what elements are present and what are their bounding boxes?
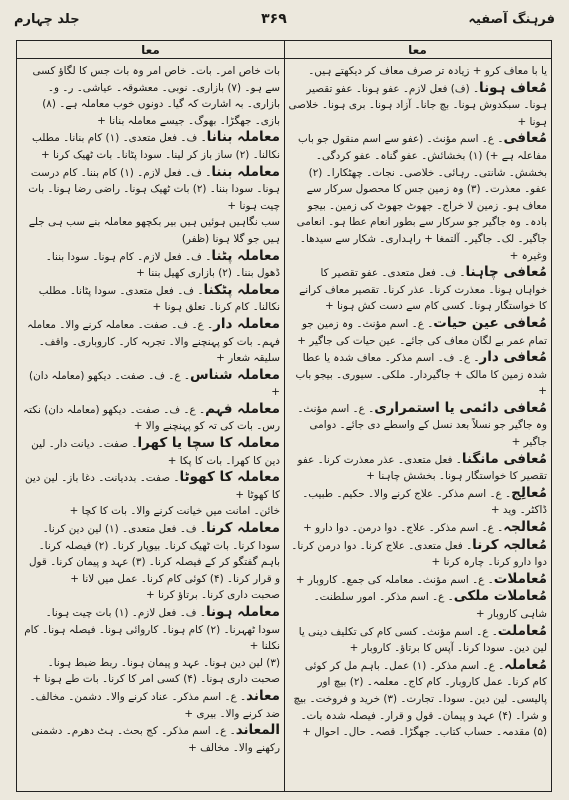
entry-headword: معاملہ کا سچا یا کھرا (137, 435, 280, 452)
entry-definition: سب نگاہیں ہوئیں ہیں بیر بکچھو معاملہ بنے سب ہی جلے ہیں جو گلا ہونا (ظفر) (28, 216, 280, 245)
entry-headword: معاملہ پٹنا (211, 247, 280, 264)
left-column-heading: معا (17, 41, 284, 59)
entry-headword: معاملہ بنانا (206, 129, 280, 146)
dictionary-entry (21, 469, 280, 503)
dictionary-entry (21, 282, 280, 316)
entry-headword: معاملہ پٹکنا (203, 281, 280, 298)
entry-headword: مُعاملات (493, 570, 547, 587)
entry-headword: مُعاملہ (504, 656, 547, 673)
entry-headword: معاملہ فہم (205, 400, 280, 417)
book-title: فرہنگ آصفیہ (468, 11, 555, 27)
dictionary-entry (288, 519, 547, 537)
volume-label: جلد چہارم (14, 11, 80, 27)
dictionary-entry (21, 63, 280, 129)
entry-definition: ۔ صفت۔ بددیانت۔ دغا باز۔ لین دین کا کھوٹا + (24, 472, 280, 501)
entry-definition: ۔ ع۔ ف۔ صفت۔ دیکھو (معاملہ دان) + (29, 369, 280, 399)
entry-headword: المعاند (235, 722, 280, 739)
dictionary-entry (288, 537, 547, 571)
entry-definition: ۔ ع۔ ف۔ اسم مذکر۔ معاف شدہ یا عطا شدہ زمین کا مالک + جاگیردار۔ ملکی۔ سیوری۔ بیجو باب + (295, 352, 547, 398)
entry-definition: ۔ ع۔ اسم مذکر۔ امور سلطنت۔ شاہی کاروبار + (313, 591, 547, 620)
entry-definition: ۔ ع۔ اسم مؤنث۔ کسی کام کی تکلیف دینی یا لین دین۔ سودا کرنا۔ آپس کا برتاؤ۔ کاروبار + (298, 625, 547, 655)
dictionary-entry (21, 604, 280, 655)
entry-headword: معاملہ کا کھوٹا (179, 469, 280, 486)
entry-headword: معاملہ دار (213, 315, 280, 332)
entry-headword: مُعافی دائمی یا استمراری (374, 399, 547, 416)
entry-definition: ۔ فعل متعدی۔ عذر معذرت کرنا۔ عفو تقصیر کا خواستگار ہونا۔ بخشش چاہنا + (297, 453, 547, 483)
entry-definition: ۔ ف۔ فعل متعدی۔ عفو تقصیر کا خواہاں ہونا۔ معذرت کرنا۔ عذر کرنا۔ تقصیر معاف کرانے کا خواستگار ہونا۔ کسی کام سے دست کش ہونا + (299, 267, 547, 313)
entry-definition: ۔ ع۔ اسم مذکر۔ علاج۔ دوا درمن۔ دوا دارو + (303, 522, 504, 535)
dictionary-entry (21, 722, 280, 756)
page-number: ۳۶۹ (261, 11, 287, 27)
entry-headword: مُعاف ہونا (479, 79, 547, 96)
dictionary-entry (21, 367, 280, 401)
two-column-frame (16, 40, 552, 792)
entry-definition: ۔ صفت۔ دیانت دار۔ لین دین کا کھرا۔ بات کا پکا + (31, 438, 280, 467)
dictionary-entry (21, 129, 280, 163)
dictionary-entry (21, 520, 280, 587)
entry-definition: ۔ ع۔ اسم مذکر۔ کج بحث۔ ہٹ دھرم۔ دشمنی رکھنے والا۔ مخالف + (31, 725, 280, 754)
entry-headword: معاملہ بننا (211, 163, 280, 180)
entry-definition: ۔ ف۔ فعل متعدی۔ (۱) کام بنانا۔ مطلب نکالنا۔ (۲) ساز باز کر لینا۔ سودا پٹانا۔ بات ٹھیک کرنا + (32, 132, 280, 161)
dictionary-entry (21, 587, 280, 604)
right-column-heading: معا (284, 41, 551, 59)
entry-headword: مُعافی عین حیات (433, 314, 547, 331)
column-divider (284, 41, 285, 791)
dictionary-entry (288, 485, 547, 519)
entry-headword: مُعافی (503, 130, 547, 147)
entry-headword: مُعاملات ملکی (453, 588, 547, 605)
dictionary-entry (288, 657, 547, 741)
dictionary-entry (288, 349, 547, 400)
entry-definition: ۔ (ف) فعل لازم۔ عفو ہونا۔ عفو تقصیر ہونا۔ سبکدوش ہونا۔ بچ جانا۔ آزاد ہونا۔ بری ہونا۔ خلاصی ہونا + (288, 82, 547, 128)
entry-definition: ۔ ع۔ ف۔ صفت۔ معاملہ کرنے والا۔ معاملہ فہم۔ بات کو پہنچنے والا۔ تجربہ کار۔ کاروباری۔ واقف۔ سلیقہ شعار + (27, 318, 280, 365)
entry-headword: معاملہ شناس (189, 366, 280, 383)
dictionary-entry (21, 401, 280, 435)
entry-definition: ۔ ع۔ اسم مذکر۔ عناد کرنے والا۔ دشمن۔ مخالف۔ ضد کرنے والا۔ بیری + (29, 690, 280, 720)
left-column (21, 63, 280, 785)
entry-headword: مُعاملت (497, 622, 547, 639)
dictionary-entry (21, 435, 280, 469)
dictionary-entry (288, 130, 547, 264)
entry-definition: ۔ ع۔ اسم مذکر۔ (۱) عمل۔ باہم مل کر کوئی کام کرنا۔ عمل کاروبار۔ کام کاج۔ معلمہ۔ (۲) بیچ اور پالیسی۔ لین دین۔ سودا۔ تجارت۔ (۳) خرید و فروخت۔ بیچ و شرا۔ (۴) عہد و پیمان۔ قول و قرار۔ فیصلہ شدہ بات۔ (۵) مقدمہ۔ حساب کتاب۔ جھگڑا۔ قصہ۔ حال۔ احوال + (293, 659, 547, 739)
dictionary-entry (288, 571, 547, 589)
entry-headword: مُعافی مانگنا (461, 450, 547, 467)
entry-definition: ۔ فعل متعدی۔ علاج کرنا۔ دوا درمن کرنا۔ دوا دارو کرنا۔ چارہ کرنا + (291, 539, 547, 569)
entry-definition: صحبت داری کرنا۔ برتاؤ کرنا + (145, 589, 280, 602)
entry-headword: مُعالِج (511, 484, 547, 501)
dictionary-entry (21, 503, 280, 520)
dictionary-entry (288, 63, 547, 80)
entry-headword: معاملہ کرنا (206, 520, 280, 537)
dictionary-entry (288, 451, 547, 485)
dictionary-entry (288, 623, 547, 657)
entry-definition: ۔ ع۔ اسم مذکر۔ علاج کرنے والا۔ حکیم۔ طبیب۔ ڈاکٹر۔ وید + (302, 487, 547, 517)
dictionary-entry (21, 164, 280, 215)
dictionary-entry (288, 400, 547, 451)
entry-headword: مُعافی چاہنا (465, 264, 547, 281)
entry-definition: بات خاص امر۔ بات۔ خاص امر وہ بات جس کا لگاؤ کسی سے ہو۔ (۷) بازاری۔ نوبی۔ معشوقہ۔ عیاشی۔ ر۔ و۔ بازاری۔ بہ اشارت کہ گیا۔ دونوں خوب معاملہ ہے۔ (۸) بازی۔ جھگڑا۔ بھوگ۔ جیسے معاملہ بنانا + (32, 65, 280, 127)
entry-definition: ۔ ع۔ ف۔ صفت۔ دیکھو (معاملہ دان) نکتہ رس۔ بات کی تہ کو پہنچنے والا + (23, 403, 280, 433)
dictionary-entry (21, 655, 280, 688)
entry-definition: ۔ ف۔ فعل لازم۔ کام ہونا۔ سودا بننا۔ ڈھول بننا۔ (۲) بازاری کھیل بننا + (45, 250, 280, 280)
entry-definition: (۳) لین دین ہونا۔ عہد و پیمان ہونا۔ ربط ضبط ہونا۔ صحبت داری ہونا۔ (۴) کسی امر کا کرنا۔ بات طے ہونا + (32, 656, 280, 686)
entry-definition: خائن۔ امانت میں خیانت کرنے والا۔ بات کا کچا + (69, 505, 280, 518)
dictionary-entry (288, 588, 547, 622)
dictionary-entry (288, 315, 547, 349)
entry-headword: مُعافی دار (479, 349, 547, 366)
entry-headword: معاملہ ہونا (205, 604, 280, 620)
entry-definition: ۔ ع۔ اسم مؤنث۔ وہ زمین جو تمام عمر بے لگان معاف کی جائے۔ عین حیات کی جاگیر + (297, 317, 547, 347)
entry-definition: ۔ ف۔ فعل لازم۔ (۱) بات چیت ہونا۔ سودا ٹھہرنا۔ (۲) کام ہونا۔ کاروائی ہونا۔ فیصلہ ہونا۔ کام نکلنا + (24, 607, 280, 653)
dictionary-entry (21, 214, 280, 247)
dictionary-entry (288, 80, 547, 131)
right-column (288, 63, 547, 785)
entry-definition: ۔ ف۔ فعل متعدی۔ سودا پٹانا۔ مطلب نکالنا۔ کام کرنا۔ تعلق ہونا + (38, 284, 280, 314)
dictionary-entry (288, 264, 547, 315)
dictionary-entry (21, 688, 280, 722)
dictionary-entry (21, 248, 280, 282)
entry-definition: ۔ ع۔ اسم مؤنث۔ (عفو سے اسم منقول جو باب مفاعلہ ہے +) (۱) بخشائش۔ عفو گناہ۔ عفو کردگی۔ بخشش۔ شانتی۔ رہائی۔ خلاصی۔ نجات۔ چھٹکارا۔ (۲) عفو۔ معذرت۔ (۳) وہ زمین جس کا محصول سرکار سے معاف ہو۔ زمین لا خراج۔ جھوٹ جھوٹ کی زمین۔ بیجو بادہ۔ وہ جاگیر جو سرکار سے بطور انعام عطا ہو۔ انعامی جاگیر۔ لک۔ جاگیر۔ آلتمغا + راہداری۔ شکار سے سیدھا۔ وغیرہ + (296, 133, 547, 262)
entry-definition: ۔ ف۔ فعل متعدی۔ (۱) لین دین کرنا۔ سودا کرنا۔ بات ٹھیک کرنا۔ بیوپار کرنا۔ (۲) فیصلہ کرنا۔ باہم گفتگو کر کے فیصلہ کرنا۔ (۳) عہد و پیمان کرنا۔ قول و قرار کرنا۔ (۴) کوئی کام کرنا۔ عمل میں لانا + (28, 523, 280, 585)
entry-definition: ۔ ف۔ فعل لازم۔ (۱) کام بننا۔ کام درست ہونا۔ سودا بننا۔ (۲) بات ٹھیک ہونا۔ راضی رضا ہونا۔ بات چیت ہونا + (28, 166, 280, 212)
entry-definition: ۔ ع۔ اسم مؤنث۔ وہ جاگیر جو نسلاً بعد نسل کے واسطے دی جائے۔ دوامی جاگیر + (297, 402, 547, 449)
entry-definition: یا با معاف کرو + زیادہ تر صرف معاف کر دیکھتے ہیں۔ (308, 65, 547, 77)
entry-definition: ۔ ع۔ اسم مؤنث۔ معاملہ کی جمع۔ کاروبار + (295, 573, 494, 586)
entry-headword: مُعالجہ کرنا (472, 536, 547, 553)
entry-headword: مُعالجہ (503, 519, 547, 536)
page-header (14, 8, 555, 30)
entry-headword: معاند (246, 687, 280, 704)
dictionary-entry (21, 316, 280, 367)
